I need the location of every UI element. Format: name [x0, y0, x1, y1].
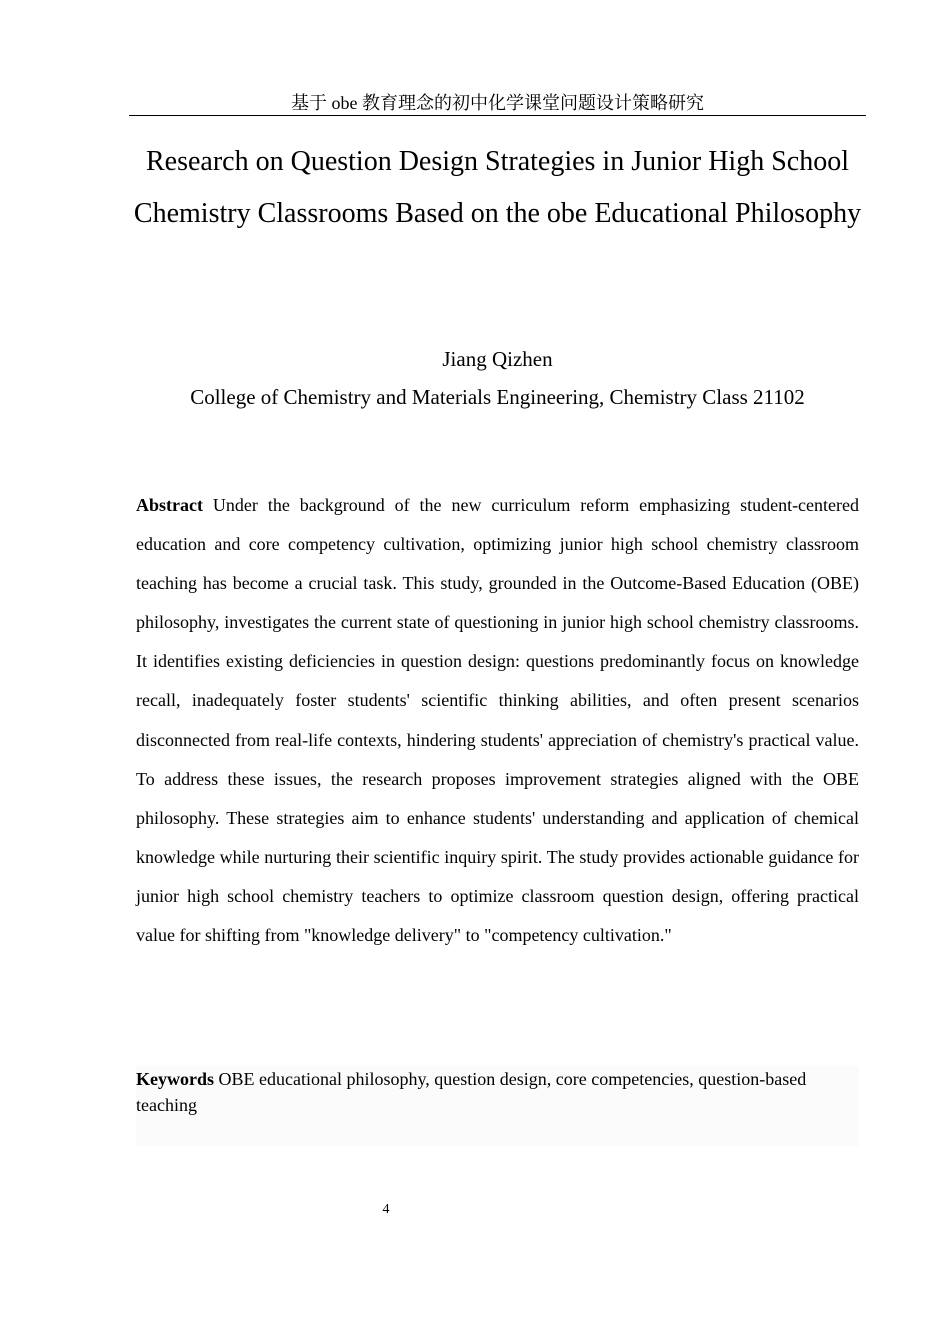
running-header: 基于 obe 教育理念的初中化学课堂问题设计策略研究 — [129, 92, 866, 116]
keywords-label: Keywords — [136, 1069, 214, 1089]
keywords-text: OBE educational philosophy, question design, core competencies, question-based teaching — [136, 1069, 807, 1115]
abstract-text: Under the background of the new curriculum reform emphasizing student-centered education and core competency cultivation, optimizing junior high school chemistry classroom teaching has become a crucial task. This study, grounded in the Outcome-Based Education (OBE) philosophy, investigates the current state of questioning in junior high school chemistry classrooms. It identifies existing deficiencies in question design: questions predominantly focus on knowledge recall, inadequately foster students' scientific thinking abilities, and often present scenarios disconnected from real-life contexts, hindering students' appreciation of chemistry's practical value. To address these issues, the research proposes improvement strategies aligned with the OBE philosophy. These strategies aim to enhance students' understanding and application of chemical knowledge while nurturing their scientific inquiry spirit. The study provides actionable guidance for junior high school chemistry teachers to optimize classroom question design, offering practical value for shifting from "knowledge delivery" to "competency cultivation." — [136, 495, 860, 946]
keywords-paragraph — [136, 1066, 859, 1146]
page-number: 4 — [382, 1202, 390, 1217]
paper-title: Research on Question Design Strategies in Junior High School Chemistry Classrooms Based on the obe Educational Philosophy — [133, 146, 862, 229]
abstract-label: Abstract — [136, 495, 203, 515]
author-affiliation: College of Chemistry and Materials Engineering, Chemistry Class 21102 — [190, 385, 805, 409]
abstract-paragraph — [136, 486, 859, 955]
author-name: Jiang Qizhen — [442, 347, 553, 371]
